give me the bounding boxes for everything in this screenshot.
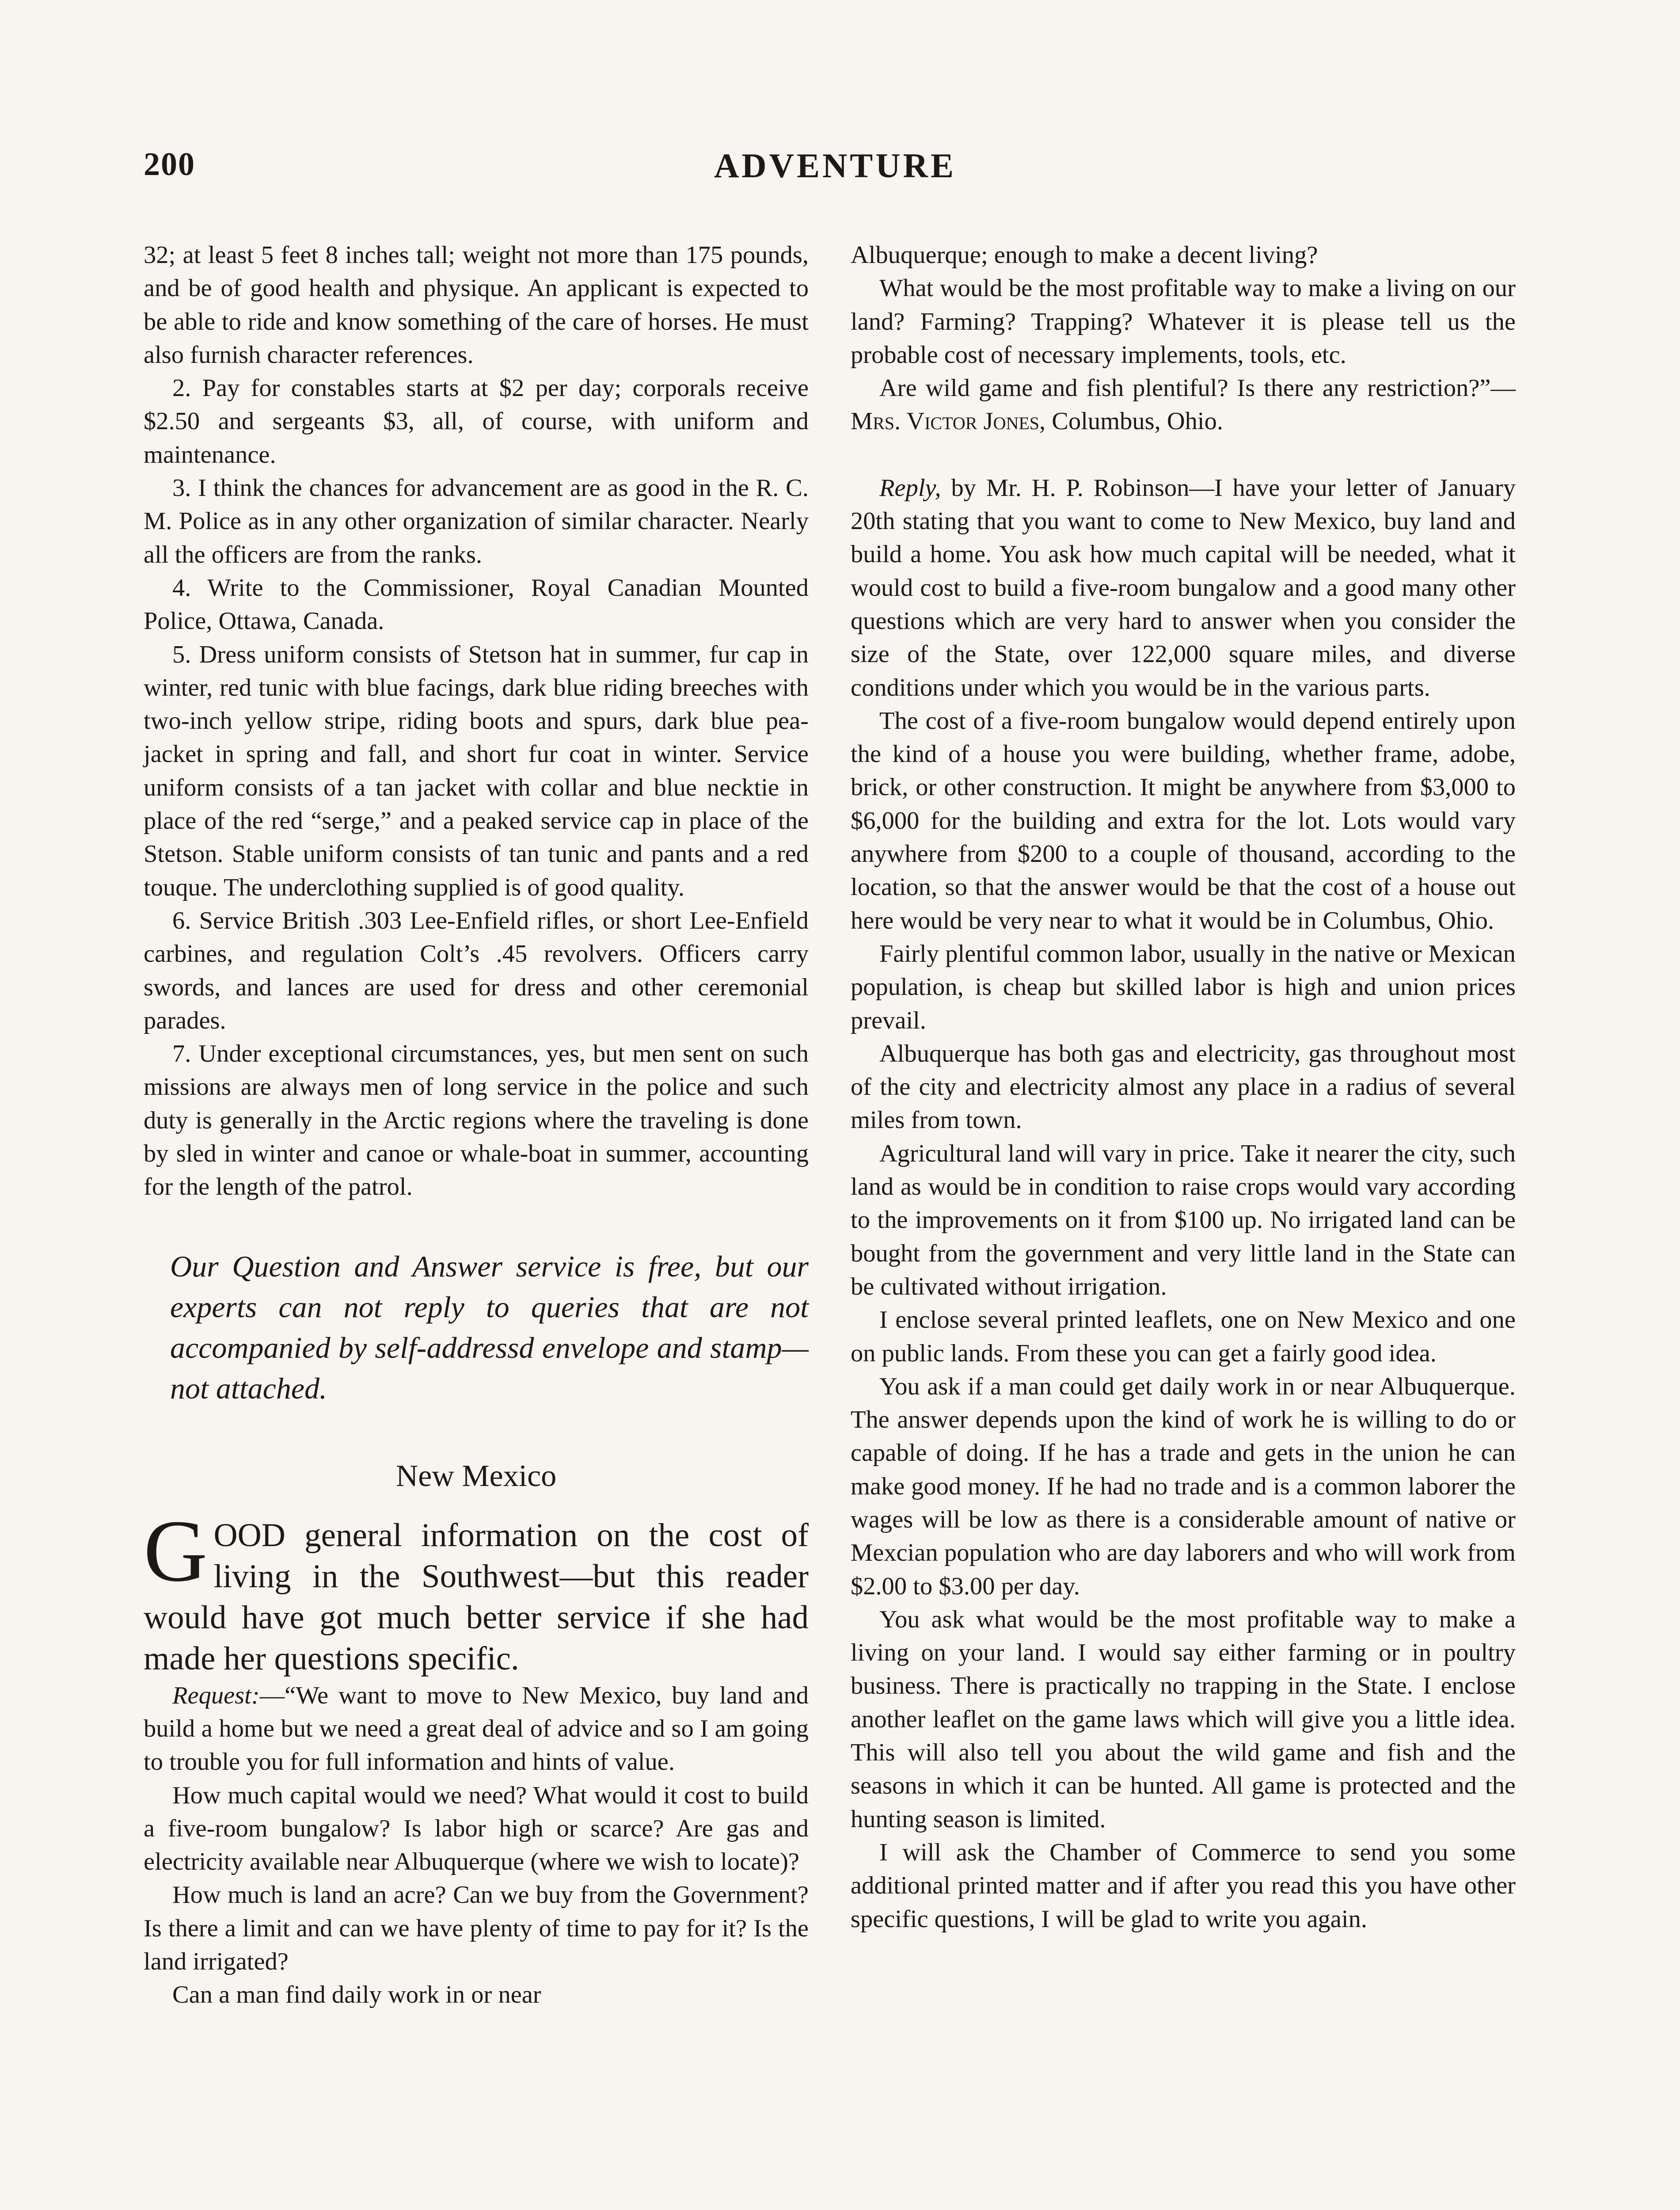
request-paragraph: How much is land an acre? Can we buy from the Government? Is there a limit and can we have plenty of time to pay for it? Is the land irrigated? [144, 1881, 809, 1975]
running-head: ADVENTURE [714, 146, 957, 185]
answer-paragraph: 7. Under exceptional circumstances, yes, but men sent on such missions are always men of long service in the police and such duty is generally in the Arctic regions where the traveling is done by sled in winter and canoe or whale-boat in summer, accounting for the length of the patrol. [144, 1040, 809, 1201]
reply-paragraph: You ask if a man could get daily work in or near Albuquerque. The answer depends upon the kind of work he is willing to do or capable of doing. If he has a trade and gets in the union he can make good money. If he had no trade and is a common laborer the wages will be low as there is a considerable amount of native or Mexcian population who are day laborers and who will work from $2.00 to $3.00 per day. [851, 1372, 1516, 1600]
drop-cap: G [144, 1502, 208, 1600]
reply-paragraph: You ask what would be the most profitable way to make a living on your land. I would say either farming or in poultry business. There is practically no trapping in the State. I enclose another leaflet on the game laws which will give you a little idea. This will also tell you about the wild game and fish and the seasons in which it can be hunted. All game is protected and the hunting season is limited. [851, 1605, 1516, 1833]
request-text: —“We want to move to New Mexico, buy land and build a home but we need a great deal of advice and so I am going to trouble you for full information and hints of value. [144, 1681, 809, 1776]
left-column [144, 239, 809, 2012]
service-notice: Our Question and Answer service is free, but our experts can not reply to queries that are not accompanied by self-addressd envelope and stamp—not attached. [170, 1249, 809, 1405]
request-closing-text: Are wild game and fish plentiful? Is there any restriction?”— [879, 374, 1516, 402]
section-intro [144, 1502, 809, 1679]
answer-paragraph: 6. Service British .303 Lee-Enfield rifles, or short Lee-Enfield carbines, and regulation Colt’s .45 revolvers. Officers carry swords, and lances are used for dress and other ceremonial parades. [144, 907, 809, 1034]
reply-paragraph: The cost of a five-room bungalow would depend entirely upon the kind of a house you were building, whether frame, adobe, brick, or other construction. It might be anywhere from $3,000 to $6,000 for the building and extra for the lot. Lots would vary anywhere from $200 to a couple of thousand, according to the location, so that the answer would be that the cost of a house out here would be very near to what it would be in Columbus, Ohio. [851, 707, 1516, 934]
request-label: Request: [172, 1681, 260, 1709]
reply-paragraph: Agricultural land will vary in price. Take it nearer the city, such land as would be in condition to raise crops would vary according to the improvements on it from $100 up. No irrigated land can be bought from the government and very little land in the State can be cultivated without irrigation. [851, 1139, 1516, 1300]
page-number: 200 [144, 146, 195, 183]
answer-paragraph: 5. Dress uniform consists of Stetson hat in summer, fur cap in winter, red tunic with blue facings, dark blue riding breeches with two-inch yellow stripe, riding boots and spurs, dark blue pea-jacket in spring and fall, and short fur coat in winter. Service uniform consists of a tan jacket with collar and blue necktie in place of the red “serge,” and a peaked service cap in place of the Stetson. Stable uniform consists of tan tunic and pants and a red touque. The underclothing supplied is of good quality. [144, 640, 809, 901]
answer-paragraph: 4. Write to the Commissioner, Royal Canadian Mounted Police, Ottawa, Canada. [144, 574, 809, 635]
answer-paragraph: 32; at least 5 feet 8 inches tall; weight not more than 175 pounds, and be of good health and physique. An applicant is expected to be able to ride and know something of the care of horses. He must also furnish character references. [144, 241, 809, 369]
reply-paragraph: Albuquerque has both gas and electricity, gas throughout most of the city and electricity almost any place in a radius of several miles from town. [851, 1040, 1516, 1134]
request-continuation: Albuquerque; enough to make a decent living? [851, 241, 1318, 269]
answer-list [144, 239, 809, 1204]
reply-paragraph [851, 472, 1516, 705]
right-column [851, 239, 1516, 1936]
reply-text: by Mr. H. P. Robinson—I have your letter of January 20th stating that you want to come to New Mexico, buy land and build a home. You ask how much capital will be needed, what it would cost to build a five-room bungalow and a good many other questions which are very hard to answer when you consider the size of the State, over 122,000 square miles, and diverse conditions under which you would be in the various parts. [851, 474, 1516, 701]
request-paragraph: How much capital would we need? What would it cost to build a five-room bungalow? Is labor high or scarce? Are gas and electricity available near Albuquerque (where we wish to locate)? [144, 1781, 809, 1876]
section-heading: New Mexico [395, 1459, 557, 1493]
reply-label: Reply, [879, 474, 941, 502]
request-paragraph: What would be the most profitable way to make a living on our land? Farming? Trapping? Whatever it is please tell us the probable cost of necessary implements, tools, etc. [851, 274, 1516, 369]
answer-paragraph: 3. I think the chances for advancement are as good in the R. C. M. Police as in any other organization of similar character. Nearly all the officers are from the ranks. [144, 474, 809, 568]
intro-text: OOD general information on the cost of living in the Southwest—but this reader would have got much better service if she had made her questions specific. [144, 1517, 809, 1677]
reply-paragraph: I enclose several printed leaflets, one on New Mexico and one on public lands. From these you can get a fairly good idea. [851, 1306, 1516, 1367]
signature-place: , Columbus, Ohio. [1039, 408, 1223, 435]
request-paragraph: Can a man find daily work in or near [172, 1981, 541, 2009]
answer-paragraph: 2. Pay for constables starts at $2 per day; corporals receive $2.50 and sergeants $3, all, of course, with uniform and maintenance. [144, 374, 809, 469]
request-closing [851, 372, 1516, 438]
request-paragraph [144, 1679, 809, 1779]
page-header [144, 146, 1527, 199]
reply-paragraph: Fairly plentiful common labor, usually in the native or Mexican population, is cheap but skilled labor is high and union prices prevail. [851, 940, 1516, 1034]
signature-name: Mrs. Victor Jones [851, 408, 1040, 435]
reply-paragraph: I will ask the Chamber of Commerce to send you some additional printed matter and if after you read this you have other specific questions, I will be glad to write you again. [851, 1838, 1516, 1933]
